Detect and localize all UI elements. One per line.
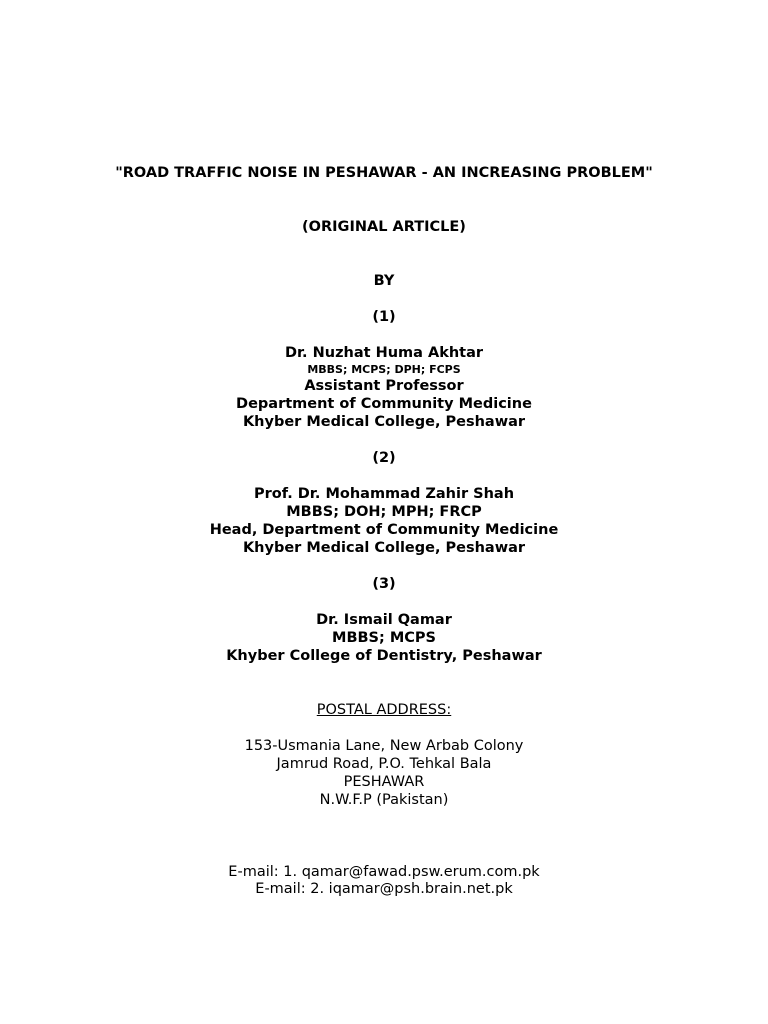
author-1-number: (1) [372,309,396,325]
postal-address-line: 153-Usmania Lane, New Arbab Colony [244,738,524,754]
email-2: E-mail: 2. iqamar@psh.brain.net.pk [255,881,513,897]
author-3-qualifications: MBBS; MCPS [332,630,436,646]
postal-address-line: N.W.F.P (Pakistan) [319,792,449,808]
article-title: "ROAD TRAFFIC NOISE IN PESHAWAR - AN INCREASING PROBLEM" [115,165,653,181]
author-1-name: Dr. Nuzhat Huma Akhtar [284,345,484,361]
author-1-qualifications: MBBS; MCPS; DPH; FCPS [307,363,461,376]
author-2-institution: Khyber Medical College, Peshawar [242,540,526,556]
postal-address-line: PESHAWAR [343,774,425,790]
author-1-institution: Khyber Medical College, Peshawar [242,414,526,430]
author-2-name: Prof. Dr. Mohammad Zahir Shah [253,486,515,502]
author-3-institution: Khyber College of Dentistry, Peshawar [226,648,542,664]
postal-address-line: Jamrud Road, P.O. Tehkal Bala [276,756,492,772]
email-1: E-mail: 1. qamar@fawad.psw.erum.com.pk [228,864,540,880]
by-label: BY [373,273,395,289]
author-2-qualifications: MBBS; DOH; MPH; FRCP [286,504,482,520]
postal-address-heading: POSTAL ADDRESS: [316,702,452,718]
author-1-position: Assistant Professor [304,378,464,394]
author-1-department: Department of Community Medicine [236,396,532,412]
author-2-position: Head, Department of Community Medicine [209,522,559,538]
author-2-number: (2) [372,450,396,466]
author-3-number: (3) [372,576,396,592]
article-type: (ORIGINAL ARTICLE) [302,219,466,235]
author-3-name: Dr. Ismail Qamar [316,612,452,628]
